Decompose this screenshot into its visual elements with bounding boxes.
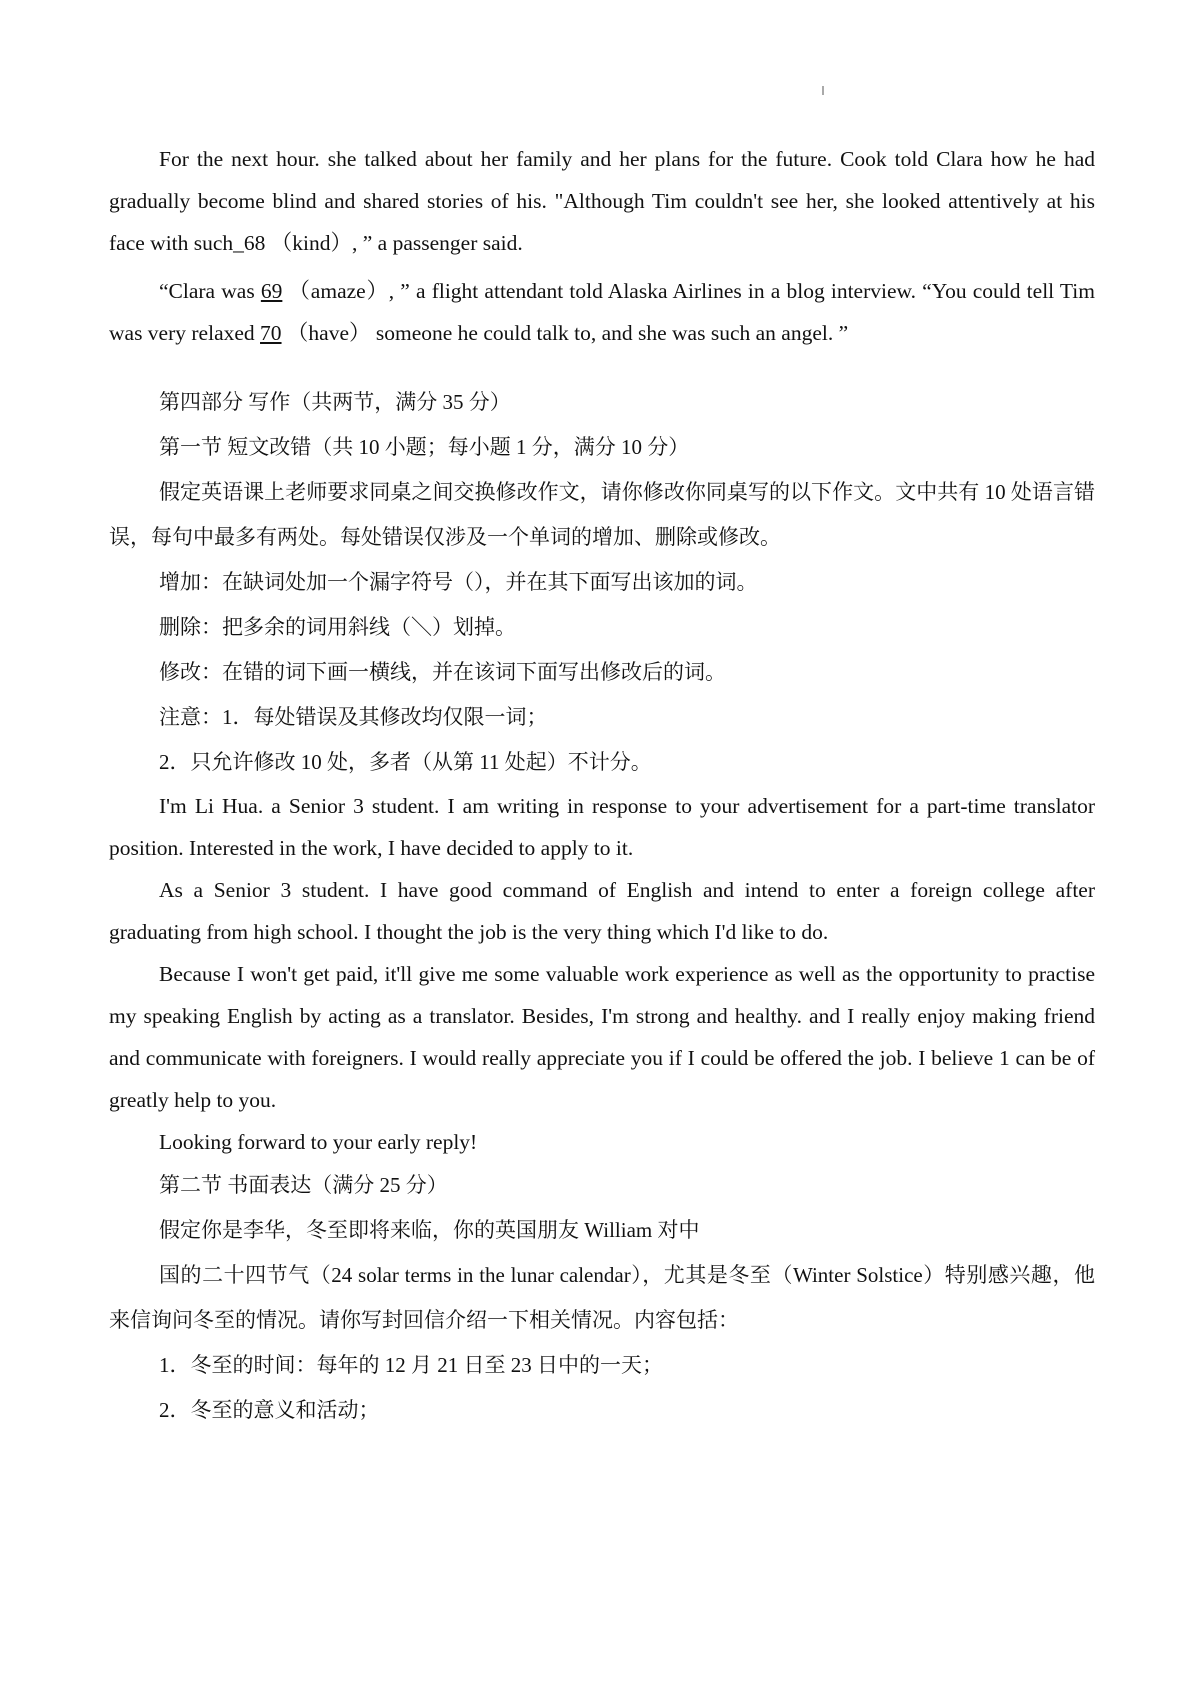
essay-closing: Looking forward to your early reply! [159,1130,478,1154]
blank-70: 70 [260,321,282,345]
scan-mark [822,86,824,95]
note-1: 注意：1．每处错误及其修改均仅限一词； [159,705,548,729]
blank-69: 69 [260,279,283,303]
task-item-2: 2．冬至的意义和活动； [159,1398,380,1422]
note-2: 2．只允许修改 10 处，多者（从第 11 处起）不计分。 [159,750,652,774]
passage-text: （have） someone he could talk to, and she was such an angel. ” [281,321,849,345]
passage-paragraph-1: For the next hour. she talked about her family and her plans for the future. Cook told Clara how he had gradually become blind and shared stories of his. "Although Tim couldn't see her, she looked attentively at his face with such_68 （kind）, ” a passenger said. [109,147,1095,255]
essay-paragraph-2: As a Senior 3 student. I have good command of English and intend to enter a foreign college after graduating from high school. I thought the job is the very thing which I'd like to do. [109,878,1095,944]
rule-add: 增加：在缺词处加一个漏字符号（），并在其下面写出该加的词。 [159,570,758,594]
essay-paragraph-3: Because I won't get paid, it'll give me some valuable work experience as well as the opportunity to practise my speaking English by acting as a translator. Besides, I'm strong and healthy. and I really enjoy making friend and communicate with foreigners. I would really appreciate you if I could be offered the job. I believe 1 can be of greatly help to you. [109,962,1095,1112]
task-item-1: 1．冬至的时间：每年的 12 月 21 日至 23 日中的一天； [159,1353,663,1377]
section1-title: 第一节 短文改错（共 10 小题；每小题 1 分，满分 10 分） [159,435,690,459]
passage-text: “Clara was [159,279,261,303]
task-line-1: 假定你是李华，冬至即将来临，你的英国朋友 William 对中 [159,1218,700,1242]
passage-text: （amaze）, ” a flight attendant told Alaska Airlines in a blog interview. “You could tell Tim was very relaxed [109,279,1095,345]
section1-instructions: 假定英语课上老师要求同桌之间交换修改作文，请你修改你同桌写的以下作文。文中共有 10 处语言错误，每句中最多有两处。每处错误仅涉及一个单词的增加、删除或修改。 [109,480,1095,549]
part-title: 第四部分 写作（共两节，满分 35 分） [159,390,511,414]
task-line-2: 国的二十四节气（24 solar terms in the lunar calendar），尤其是冬至（Winter Solstice）特别感兴趣，他来信询问冬至的情况。请你写封回信介绍一下相关情况。内容包括： [109,1263,1095,1332]
section2-title: 第二节 书面表达（满分 25 分） [159,1173,448,1197]
passage-paragraph-2 [109,270,1095,354]
essay-paragraph-1: I'm Li Hua. a Senior 3 student. I am writing in response to your advertisement for a part-time translator position. Interested in the work, I have decided to apply to it. [109,794,1095,860]
rule-delete: 删除：把多余的词用斜线（＼）划掉。 [159,615,516,639]
document-page [109,138,1095,1433]
rule-modify: 修改：在错的词下画一横线，并在该词下面写出修改后的词。 [159,660,726,684]
